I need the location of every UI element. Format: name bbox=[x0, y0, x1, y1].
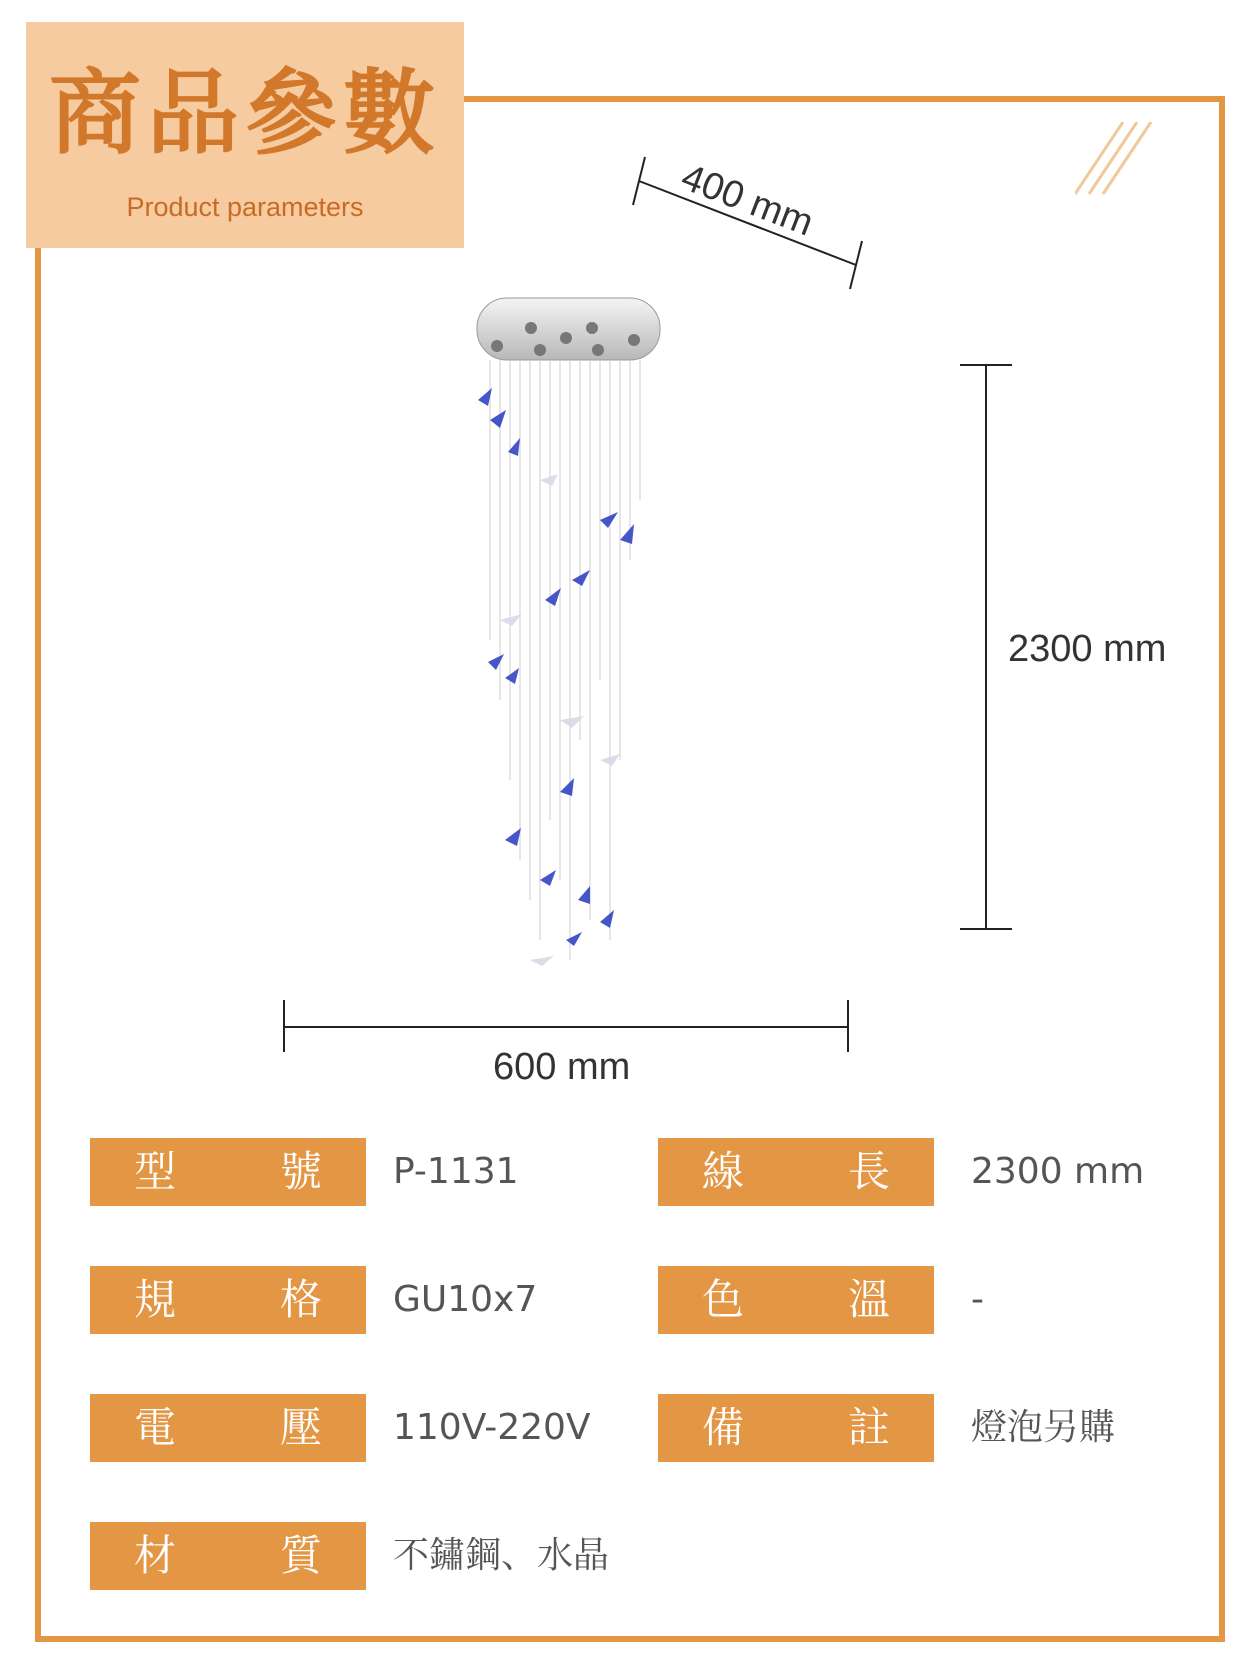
depth-label: 400 mm bbox=[675, 156, 819, 245]
spec-value-cable-length: 2300 mm bbox=[971, 1151, 1145, 1192]
spec-value-specification: GU10x7 bbox=[393, 1279, 538, 1320]
spec-label-cable-length: 線 長 bbox=[658, 1138, 934, 1206]
spec-label-specification: 規 格 bbox=[90, 1266, 366, 1334]
width-dimension-line bbox=[284, 1000, 848, 1052]
height-dimension-line bbox=[960, 365, 1012, 929]
spec-label-voltage: 電 壓 bbox=[90, 1394, 366, 1462]
spec-label-color-temp: 色 溫 bbox=[658, 1266, 934, 1334]
spec-label-material: 材 質 bbox=[90, 1522, 366, 1590]
chandelier-image bbox=[477, 298, 660, 966]
spec-label-remarks: 備 註 bbox=[658, 1394, 934, 1462]
spec-label-model: 型 號 bbox=[90, 1138, 366, 1206]
spec-value-color-temp: - bbox=[971, 1279, 984, 1320]
spec-value-voltage: 110V-220V bbox=[393, 1407, 591, 1448]
height-label: 2300 mm bbox=[1008, 628, 1167, 670]
width-label: 600 mm bbox=[493, 1046, 631, 1088]
page-title: 商品參數 bbox=[48, 60, 441, 167]
spec-value-material: 不鏽鋼、水晶 bbox=[393, 1535, 610, 1576]
spec-value-remarks: 燈泡另購 bbox=[971, 1407, 1116, 1448]
page-subtitle: Product parameters bbox=[126, 192, 364, 222]
spec-value-model: P-1131 bbox=[393, 1151, 519, 1192]
